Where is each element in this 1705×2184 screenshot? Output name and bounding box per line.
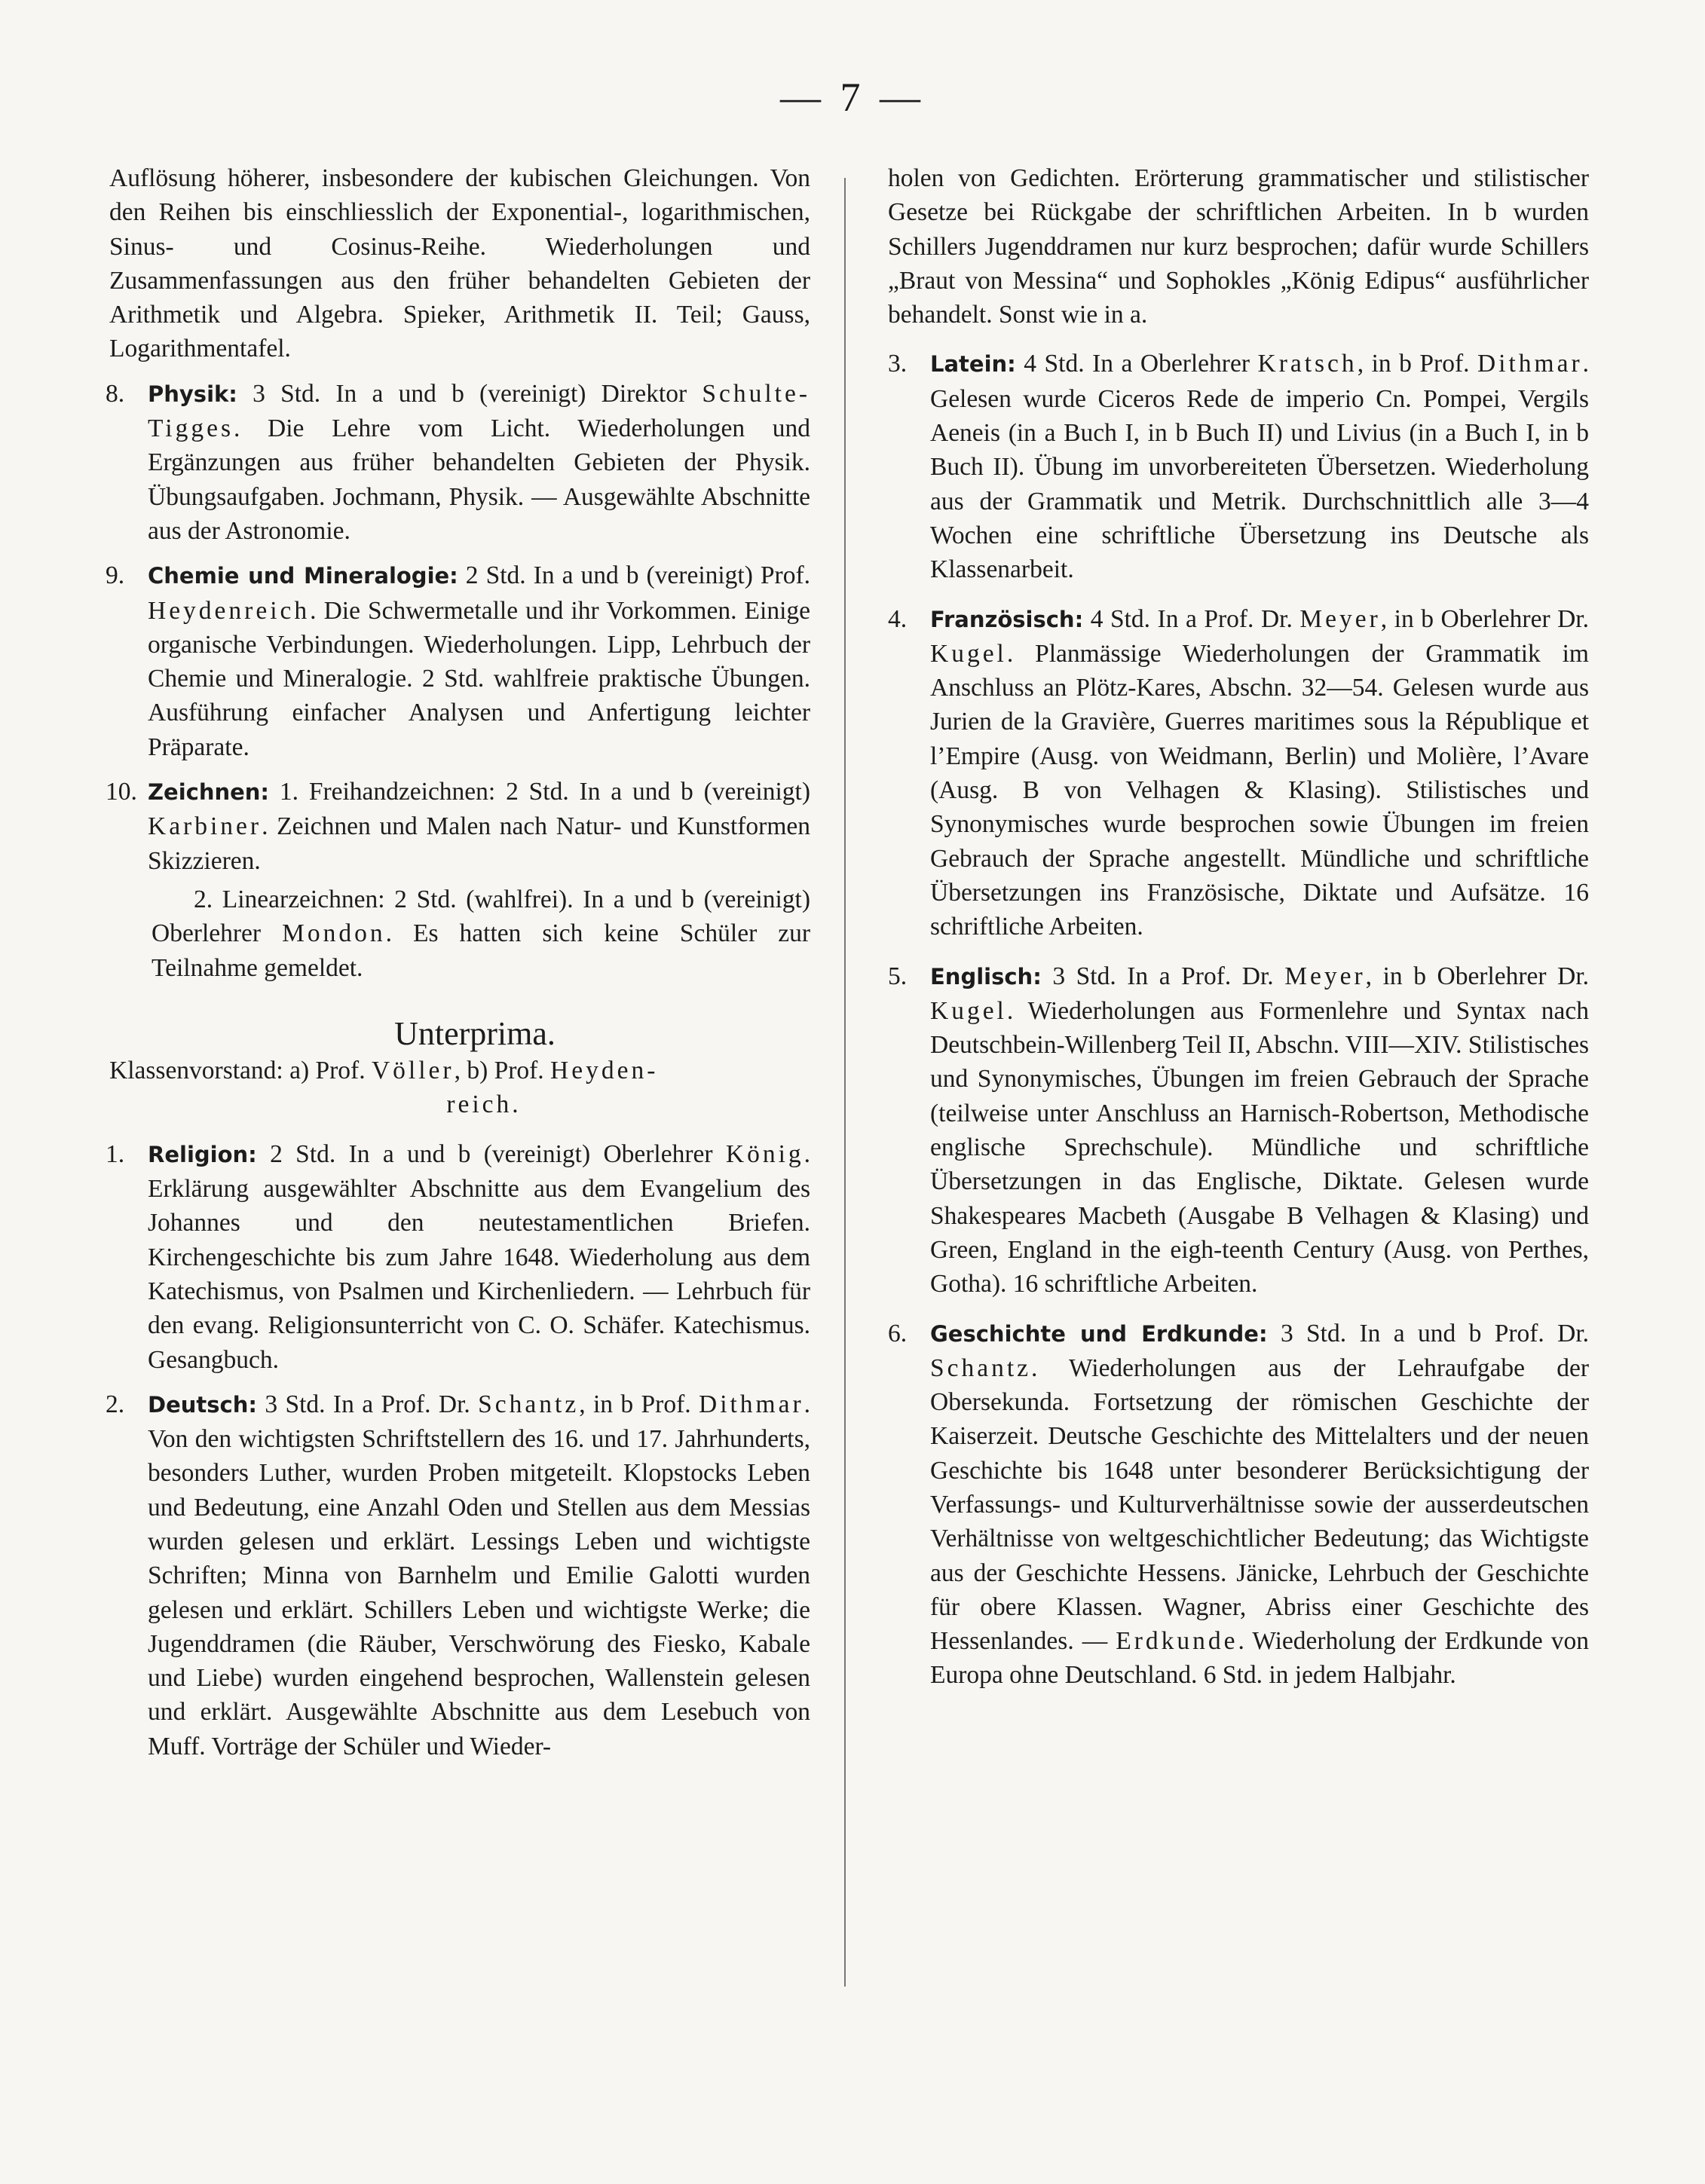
left-column [106, 161, 811, 1774]
teacher-name: Schantz [930, 1354, 1032, 1382]
item-number: 2. [106, 1390, 125, 1418]
continuation-paragraph: holen von Gedichten. Erörterung grammatischer und stilistischer Gesetze bei Rückgabe der schriftlichen Arbeiten. In b wurden Schillers Jugenddramen nur kurz besprochen; dafür wurde Schillers „Braut von Messina“ und Sophokles „König Edipus“ ausführlicher behandelt. Sonst wie in a. [888, 164, 1589, 329]
item-text: . Wiederholungen aus der Lehraufgabe der Obersekunda. Fortsetzung der römischen Geschichte der Kaiserzeit. Deutsche Geschichte des Mittelalters und der neuen Geschichte bis 1648 unter besonderer Berücksichtigung der Verfassungs- und Kulturverhältnisse sowie der ausserdeutschen Verhältnisse von weltgeschichtlicher Bedeutung; das Wichtigste aus der Geschichte Hessens. Jänicke, Lehrbuch der Geschichte für obere Klassen. Wagner, Abriss einer Geschichte des Hessenlandes. — [930, 1354, 1589, 1656]
item-text: , in b Oberlehrer Dr. [1365, 962, 1590, 990]
linearzeichnen-paragraph [109, 882, 810, 985]
item-text: , in b Oberlehrer Dr. [1380, 604, 1589, 633]
subject-label: Französisch: [930, 606, 1084, 632]
column-divider [844, 178, 846, 1987]
item-text: . Gelesen wurde Ciceros Rede de imperio Cn. Pompei, Vergils Aeneis (in a Buch I, in b Buch II) und Livius (in a Buch I, in b Buch II). Übung im unvorbereiteten Übersetzen. Wiederholung aus der Grammatik und Metrik. Durchschnittlich alle 3—4 Wochen eine schriftliche Übersetzung ins Deutsche als Klassenarbeit. [930, 350, 1589, 584]
item-text: 3 Std. In a und b Prof. Dr. [1267, 1319, 1590, 1347]
item-number: 6. [888, 1319, 908, 1347]
teacher-name: Kugel [930, 639, 1007, 668]
subject-label: Deutsch: [148, 1391, 257, 1418]
list-item-religion [106, 1137, 810, 1377]
item-text: . Von den wichtigsten Schriftstellern des 16. und 17. Jahrhunderts, besonders Luther, wurden Proben mitgeteilt. Klopstocks Leben und Bedeutung, eine Anzahl Oden und Stellen aus dem Messias wurden gelesen und erklärt. Lessings Leben und wichtigste Schriften; Minna von Barnhelm und Emilie Galotti wurden gelesen und erklärt. Schillers Leben und wichtigste Werke; die Jugenddramen (die Räuber, Verschwörung des Fiesko, Kabale und Liebe) wurden eingehend besprochen, Wallenstein gelesen und erklärt. Ausgewählte Abschnitte aus dem Lesebuch von Muff. Vorträge der Schüler und Wieder- [148, 1390, 811, 1760]
teacher-name: Kratsch [1257, 350, 1358, 378]
item-number: 3. [888, 350, 908, 378]
item-text: Klassenvorstand: a) Prof. [109, 1057, 372, 1085]
teacher-name: Schulte-Tigges [148, 379, 810, 443]
subject-label: Physik: [148, 381, 237, 407]
item-text: 3 Std. In a Prof. Dr. [256, 1390, 479, 1418]
item-number: 1. [106, 1139, 125, 1168]
item-body [148, 558, 810, 764]
item-text: . Wiederholung der Erdkunde von Europa ohne Deutschland. 6 Std. in jedem Halbjahr. [930, 1627, 1589, 1690]
item-body [148, 1137, 810, 1377]
klassenvorstand-line [109, 1054, 810, 1087]
item-text: . Wiederholungen aus Formenlehre und Syntax nach Deutschbein-Willenberg Teil II, Abschn. VIII—XIV. Stilistisches und Synonymisches, Übungen im freien Gebrauch der Sprache (teilweise unter Anschluss an Harnisch-Robertson, Methodische englische Sprechschule). Mündliche und schriftliche Übersetzungen in das Englische, Diktate. Gelesen wurde Shakespeares Macbeth (Ausgabe B Velhagen & Klasing) und Green, England in the eigh-teenth Century (Ausg. von Perthes, Gotha). 16 schriftliche Arbeiten. [930, 996, 1590, 1298]
item-text: , in b Prof. [1357, 350, 1477, 378]
item-text: 4 Std. In a Prof. Dr. [1083, 604, 1300, 633]
item-number: 4. [888, 604, 908, 633]
item-text: 1. Freihandzeichnen: 2 Std. In a und b (vereinigt) [269, 778, 810, 806]
list-item-franzoesisch [888, 602, 1589, 944]
teacher-name: reich [446, 1090, 513, 1119]
item-text: , b) Prof. [454, 1057, 551, 1085]
item-text: . Zeichnen und Malen nach Natur- und Kunstformen Skizzieren. [148, 812, 810, 875]
right-column [888, 161, 1589, 1703]
item-number: 10. [106, 778, 137, 806]
teacher-name: Heydenreich [148, 596, 311, 625]
subject-label: Chemie und Mineralogie: [148, 563, 458, 589]
page-number: — 7 — [780, 75, 925, 120]
item-text: 3 Std. In a Prof. Dr. [1041, 962, 1285, 990]
list-item-englisch [888, 959, 1589, 1302]
teacher-name: Mondon [282, 919, 386, 948]
subject-label: Religion: [148, 1141, 257, 1167]
teacher-name: Meyer [1284, 962, 1366, 990]
list-item-zeichnen [106, 775, 810, 878]
item-text: , in b Prof. [579, 1390, 699, 1418]
item-text: . Die Lehre vom Licht. Wiederholungen und Ergänzungen aus früher behandelten Gebieten der Physik. Übungsaufgaben. Jochmann, Physik. — Ausgewählte Abschnitte aus der Astronomie. [148, 414, 810, 545]
item-body [930, 959, 1589, 1302]
teacher-name: Kugel [930, 996, 1007, 1025]
item-text: 4 Std. In a Oberlehrer [1015, 350, 1258, 378]
teacher-name: Völler [371, 1057, 455, 1085]
item-body [148, 377, 810, 548]
section-title: Unterprima. [394, 1014, 556, 1052]
item-text: . Es hatten sich keine Schüler zur Teilnahme gemeldet. [152, 919, 811, 982]
teacher-name: Karbiner [148, 812, 262, 841]
list-item-chemie [106, 558, 810, 764]
teacher-name: Meyer [1299, 604, 1381, 633]
item-text: 2 Std. In a und b (vereinigt) Oberlehrer [256, 1139, 726, 1168]
teacher-name: Heyden- [550, 1057, 659, 1085]
item-text: . Erklärung ausgewählter Abschnitte aus dem Evangelium des Johannes und den neutestamentlichen Briefen. Kirchengeschichte bis zum Jahre 1648. Wiederholung aus dem Katechismus, von Psalmen und Kirchenliedern. — Lehrbuch für den evang. Religionsunterricht von C. O. Schäfer. Katechismus. Gesangbuch. [148, 1139, 810, 1374]
item-body [148, 1387, 810, 1763]
subject-label: Latein: [930, 351, 1016, 378]
teacher-name: Dithmar [1477, 350, 1583, 378]
subject-label: Englisch: [930, 963, 1042, 990]
item-body [930, 1317, 1589, 1693]
item-text: . [512, 1090, 519, 1119]
teacher-name: König [725, 1139, 804, 1168]
item-number: 8. [106, 379, 125, 408]
item-body [930, 602, 1589, 944]
item-text: 2. Linearzeichnen: 2 Std. (wahlfrei). In a und b (vereinigt) Oberlehrer [152, 885, 810, 948]
list-item-geschichte [888, 1317, 1589, 1693]
subject-name: Erdkunde [1116, 1627, 1238, 1656]
item-number: 5. [888, 962, 908, 990]
item-text: 3 Std. In a und b (vereinigt) Direktor [237, 379, 703, 408]
klassenvorstand-continuation [109, 1087, 810, 1121]
intro-paragraph: Auflösung höherer, insbesondere der kubischen Gleichungen. Von den Reihen bis einschliesslich der Exponential-, logarithmischen, Sinus- und Cosinus-Reihe. Wiederholungen und Zusammenfassungen aus den früher behandelten Gebieten der Arithmetik und Algebra. Spieker, Arithmetik II. Teil; Gauss, Logarithmentafel. [109, 164, 810, 363]
teacher-name: Schantz [478, 1390, 580, 1418]
item-text: . Planmässige Wiederholungen der Grammatik im Anschluss an Plötz-Kares, Abschn. 32—54. Gelesen wurde aus Jurien de la Gravière, Guerres maritimes sous la République et l’Empire (Ausg. von Weidmann, Berlin) und Molière, l’Avare (Ausg. B von Velhagen & Klasing). Stilistisches und Synonymisches wurde besprochen sowie Übungen im freien Gebrauch der Sprache angestellt. Mündliche und schriftliche Übersetzungen ins Französische, Diktate und Aufsätze. 16 schriftliche Arbeiten. [930, 639, 1589, 941]
list-item-latein [888, 347, 1589, 586]
list-item-deutsch [106, 1387, 811, 1763]
item-body [148, 775, 810, 878]
item-number: 9. [106, 561, 125, 590]
list-item-physik [106, 377, 810, 548]
item-body [930, 347, 1589, 586]
subject-label: Geschichte und Erdkunde: [930, 1320, 1268, 1347]
item-text: 2 Std. In a und b (vereinigt) Prof. [458, 561, 810, 590]
subject-label: Zeichnen: [148, 779, 270, 806]
item-text: . Die Schwermetalle und ihr Vorkommen. Einige organische Verbindungen. Wiederholungen. Lipp, Lehrbuch der Chemie und Mineralogie. 2 Std. wahlfreie praktische Übungen. Ausführung einfacher Analysen und Anfertigung leichter Präparate. [148, 596, 810, 761]
teacher-name: Dithmar [699, 1390, 804, 1418]
